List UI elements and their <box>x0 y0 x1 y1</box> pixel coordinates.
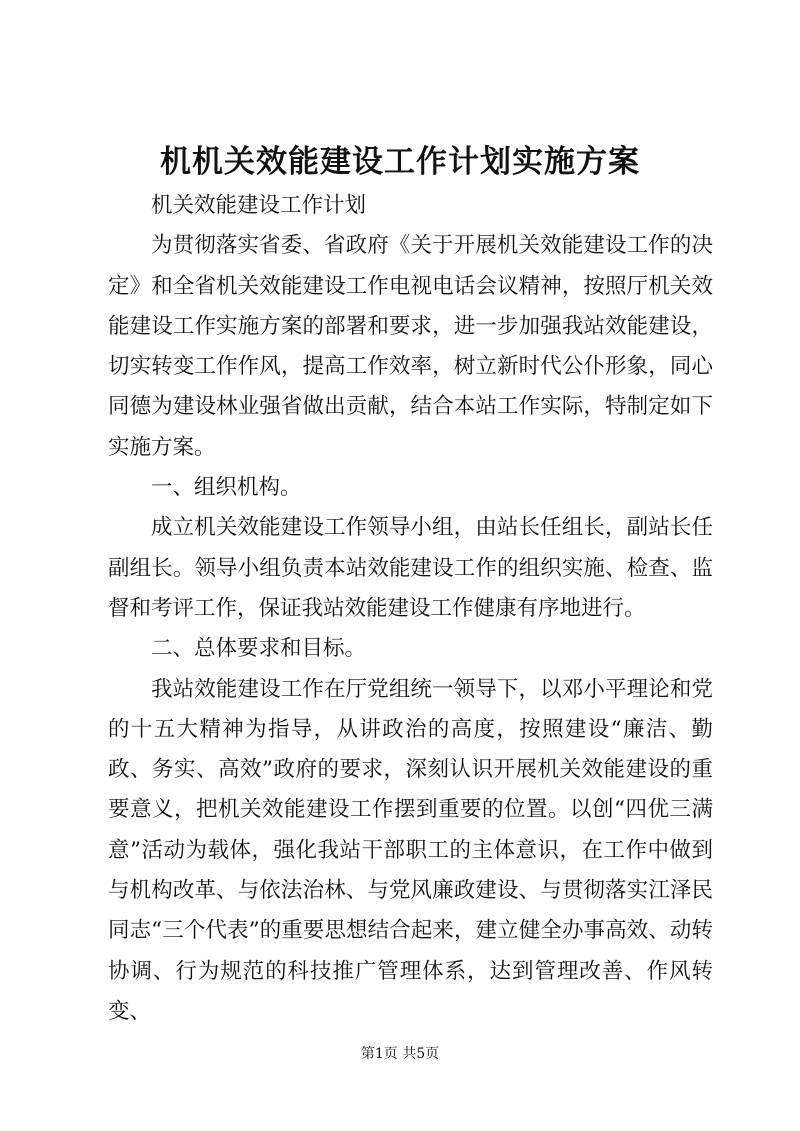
paragraph-intro: 为贯彻落实省委、省政府《关于开展机关效能建设工作的决定》和全省机关效能建设工作电视电话会议精神，按照厅机关效能建设工作实施方案的部署和要求，进一步加强我站效能建设，切实转变工作作风，提高工作效率，树立新时代公仆形象，同心同德为建设林业强省做出贡献，结合本站工作实际，特制定如下实施方案。 <box>108 233 713 460</box>
document-body <box>108 186 713 1032</box>
page-footer: 第1页 共5页 <box>360 1046 440 1062</box>
section-heading-organization: 一、组织机构。 <box>151 475 302 501</box>
section-heading-requirements: 二、总体要求和目标。 <box>151 636 367 662</box>
paragraph-organization: 成立机关效能建设工作领导小组，由站长任组长，副站长任副组长。领导小组负责本站效能建设工作的组织实施、检查、监督和考评工作，保证我站效能建设工作健康有序地进行。 <box>108 515 713 621</box>
paragraph-subtitle: 机关效能建设工作计划 <box>151 193 367 218</box>
paragraph-requirements: 我站效能建设工作在厅党组统一领导下，以邓小平理论和党的十五大精神为指导，从讲政治的高度，按照建设“廉洁、勤政、务实、高效”政府的要求，深刻认识开展机关效能建设的重要意义，把机关效能建设工作摆到重要的位置。以创“四优三满意”活动为载体，强化我站干部职工的主体意识，在工作中做到与机构改革、与依法治林、与党风廉政建设、与贯彻落实江泽民同志“三个代表”的重要思想结合起来，建立健全办事高效、动转协调、行为规范的科技推广管理体系，达到管理改善、作风转变、 <box>108 676 713 1024</box>
document-title: 机机关效能建设工作计划实施方案 <box>160 144 640 180</box>
